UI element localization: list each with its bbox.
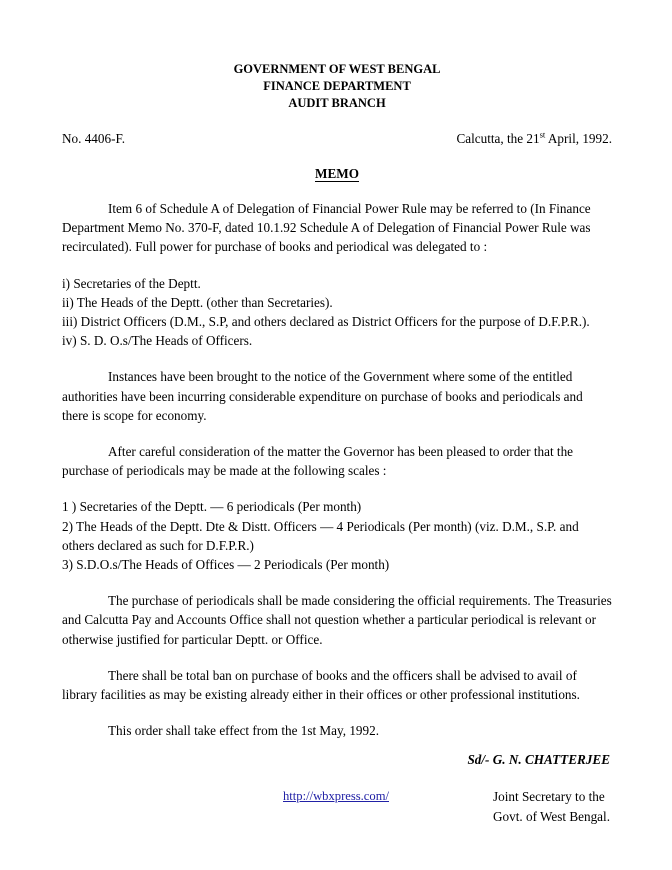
paragraph-intro: Item 6 of Schedule A of Delegation of Financial Power Rule may be referred to (In Finance Department Memo No. 370-F, dated 10.1.92 Schedule A of Delegation of Financial Power Rule was recirculated). Full power for purchase of books and periodical was delegated to : bbox=[62, 201, 591, 255]
document-sheet bbox=[62, 0, 612, 826]
paragraph-governor: After careful consideration of the matter the Governor has been pleased to order that the purchase of periodicals may be made at the following scales : bbox=[62, 444, 574, 479]
paragraph-ban: There shall be total ban on purchase of books and the officers shall be advised to avail of library facilities as may be existing already either in their offices or other professional institutions. bbox=[62, 667, 580, 703]
place-and-date bbox=[456, 131, 612, 147]
place-date-suffix: April, 1992. bbox=[545, 131, 612, 146]
reference-line bbox=[62, 131, 612, 147]
designation-line-title: Joint Secretary to the bbox=[493, 789, 605, 805]
designation-line-govt: Govt. of West Bengal. bbox=[493, 808, 610, 824]
letterhead-line-department: FINANCE DEPARTMENT bbox=[263, 79, 411, 93]
paragraph-effect-date: This order shall take effect from the 1st May, 1992. bbox=[108, 723, 379, 739]
memo-heading bbox=[62, 166, 612, 182]
paragraph-requirements: The purchase of periodicals shall be made considering the official requirements. The Treasuries and Calcutta Pay and Accounts Office shall not question whether a particular periodical is relevant or otherwise justified for particular Deptt. or Office. bbox=[62, 593, 612, 647]
memo-number: No. 4406-F. bbox=[62, 131, 126, 146]
list-item: ii) The Heads of the Deptt. (other than Secretaries). bbox=[62, 294, 333, 310]
place-date-prefix: Calcutta, the 21 bbox=[456, 131, 540, 146]
delegation-list bbox=[62, 274, 612, 351]
signature-name: Sd/- G. N. CHATTERJEE bbox=[467, 752, 610, 768]
letterhead-line-branch: AUDIT BRANCH bbox=[288, 96, 386, 110]
list-item: 1 ) Secretaries of the Deptt. — 6 periodicals (Per month) bbox=[62, 499, 362, 515]
list-item: iv) S. D. O.s/The Heads of Officers. bbox=[62, 333, 253, 349]
list-item: iii) District Officers (D.M., S.P, and others declared as District Officers for the purpose of D.F.P.R.). bbox=[62, 314, 590, 330]
footer bbox=[0, 789, 672, 804]
list-item: 2) The Heads of the Deptt. Dte & Distt. Officers — 4 Periodicals (Per month) (viz. D.M., S.P. and others declared as such for D.F.P.R.) bbox=[62, 518, 579, 553]
date-ordinal-suffix: st bbox=[539, 129, 546, 140]
list-item: 3) S.D.O.s/The Heads of Offices — 2 Periodicals (Per month) bbox=[62, 557, 390, 573]
source-url-link[interactable]: http://wbxpress.com/ bbox=[283, 789, 389, 803]
scales-list bbox=[62, 497, 612, 574]
list-item: i) Secretaries of the Deptt. bbox=[62, 275, 201, 291]
memo-heading-label: MEMO bbox=[315, 166, 359, 181]
letterhead bbox=[62, 0, 612, 112]
letterhead-line-government: GOVERNMENT OF WEST BENGAL bbox=[233, 62, 441, 76]
paragraph-instances: Instances have been brought to the notice of the Government where some of the entitled authorities have been incurring considerable expenditure on purchase of books and periodicals and there is scope for economy. bbox=[62, 369, 583, 423]
